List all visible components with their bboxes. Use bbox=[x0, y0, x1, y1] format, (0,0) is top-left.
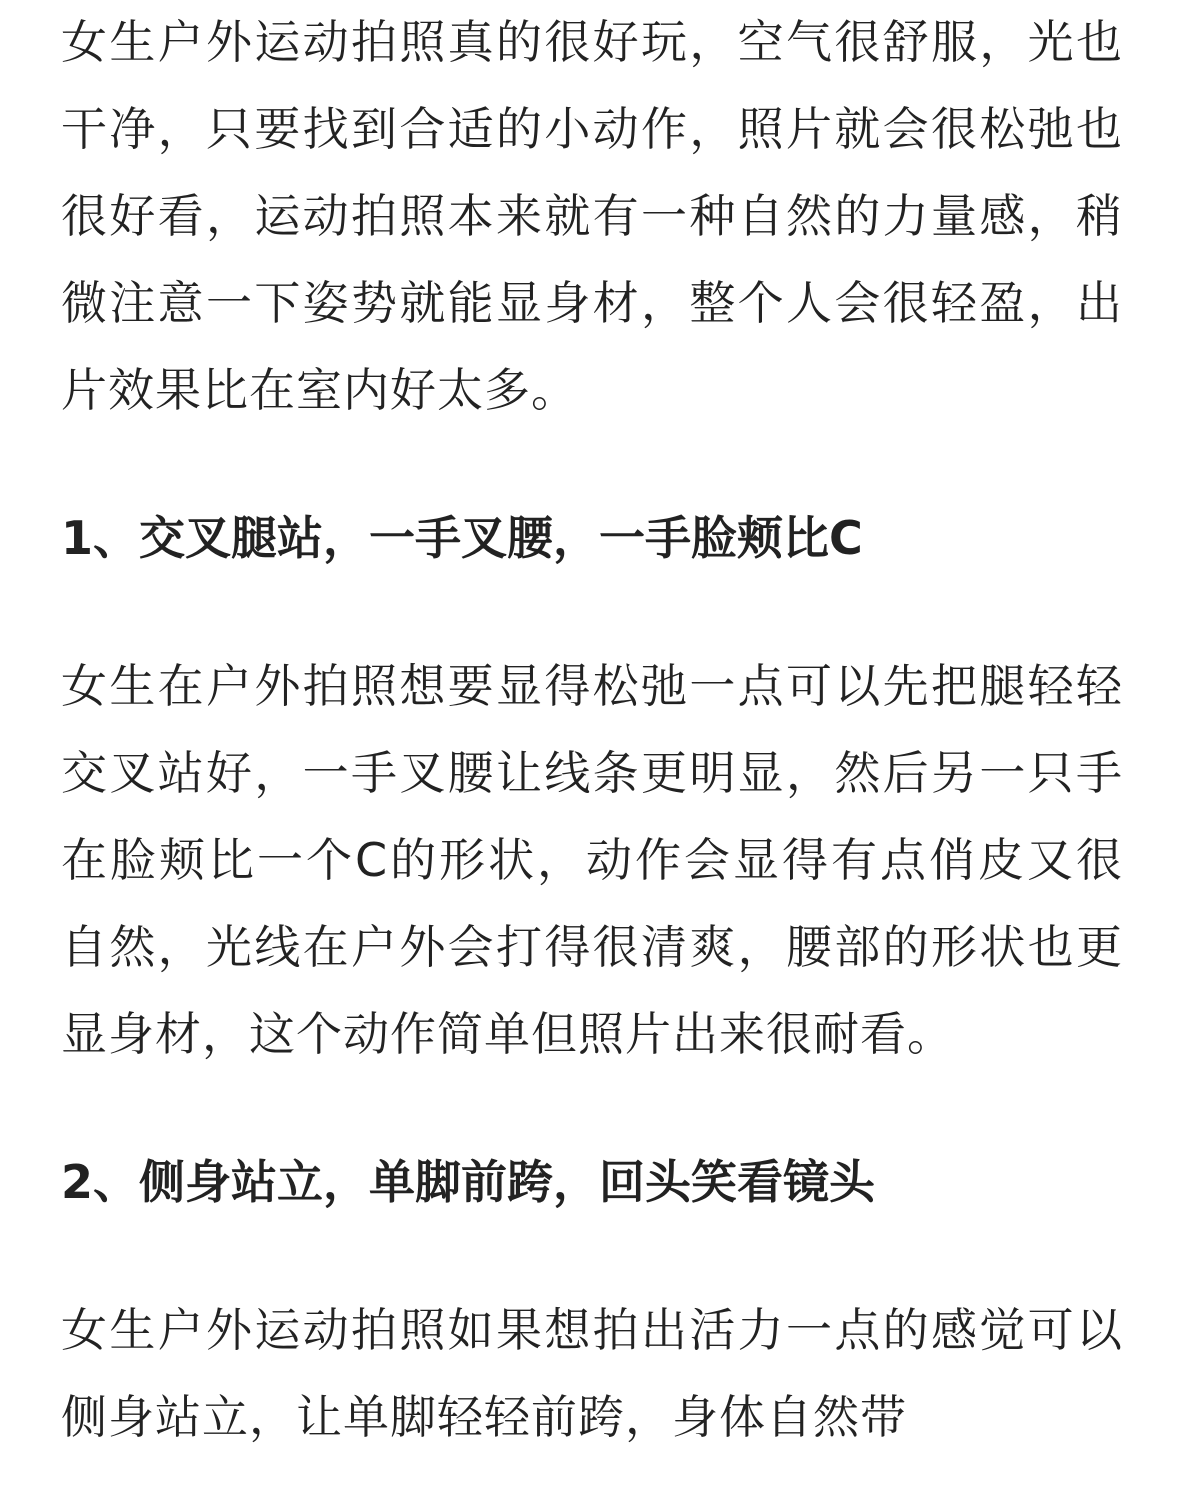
section-body-1: 女生在户外拍照想要显得松弛一点可以先把腿轻轻交叉站好，一手叉腰让线条更明显，然后另一只手在脸颊比一个C的形状，动作会显得有点俏皮又很自然，光线在户外会打得很清爽，腰部的形状也更显身材，这个动作简单但照片出来很耐看。 bbox=[61, 659, 1123, 1061]
section-heading-2: 2、侧身站立，单脚前跨，回头笑看镜头 bbox=[61, 1155, 876, 1209]
spacer bbox=[61, 1226, 1123, 1287]
section-heading-1: 1、交叉腿站，一手叉腰，一手脸颊比C bbox=[61, 511, 863, 565]
spacer bbox=[61, 582, 1123, 643]
intro-paragraph: 女生户外运动拍照真的很好玩，空气很舒服，光也干净，只要找到合适的小动作，照片就会很松弛也很好看，运动拍照本来就有一种自然的力量感，稍微注意一下姿势就能显身材，整个人会很轻盈，出片效果比在室内好太多。 bbox=[61, 15, 1123, 417]
section-body-2: 女生户外运动拍照如果想拍出活力一点的感觉可以侧身站立，让单脚轻轻前跨，身体自然带 bbox=[61, 1303, 1123, 1444]
spacer bbox=[61, 1078, 1123, 1139]
spacer bbox=[61, 434, 1123, 495]
article-content bbox=[61, 0, 1123, 1461]
